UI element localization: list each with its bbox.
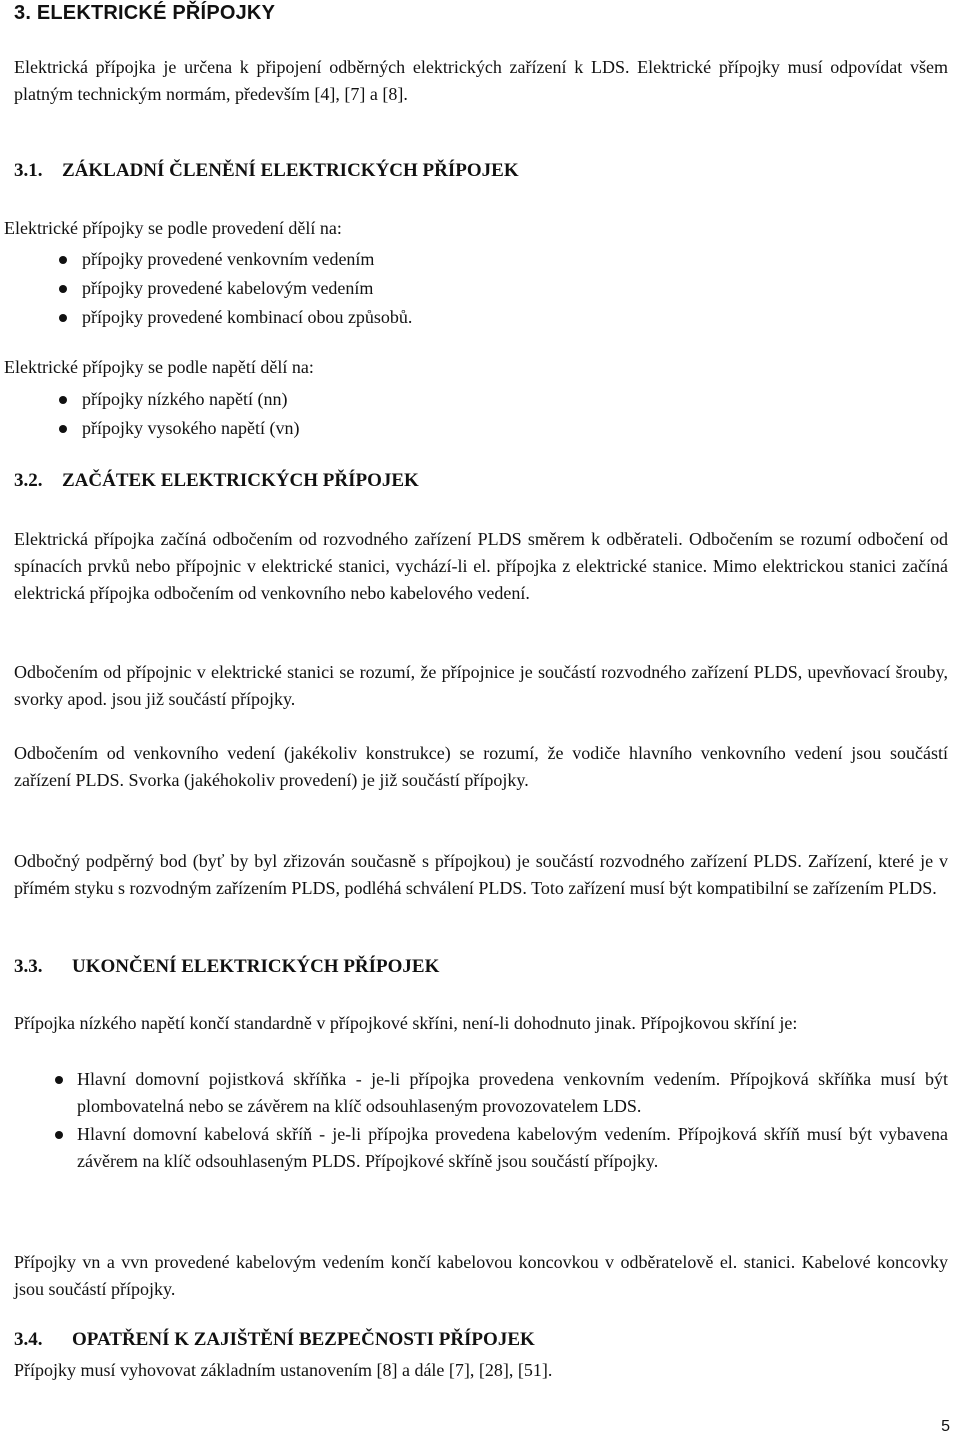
page-number: 5: [941, 1418, 950, 1435]
bullet-icon: [59, 396, 67, 404]
section-3-1-lead-2: Elektrické přípojky se podle napětí dělí na:: [4, 357, 314, 377]
bullet-icon: [59, 256, 67, 264]
section-3-intro: Elektrická přípojka je určena k připojení odběrných elektrických zařízení k LDS. Elektrické přípojky musí odpovídat všem platným technickým normám, především [4], [7] a [8].: [14, 57, 948, 104]
list-item: přípojky vysokého napětí (vn): [4, 414, 904, 443]
list-item: Hlavní domovní pojistková skříňka - je-li přípojka provedena venkovním vedením. Přípojková skříňka musí být plombovatelná nebo se závěrem na klíč odsouhlaseným provozovatelem LDS.: [0, 1066, 948, 1120]
section-3-1-list-2: [4, 385, 904, 443]
section-3-4-title: OPATŘENÍ K ZAJIŠTĚNÍ BEZPEČNOSTI PŘÍPOJEK: [72, 1329, 535, 1350]
list-item: přípojky provedené kombinací obou způsobů.: [4, 303, 904, 332]
section-3-2-paragraph-1: Elektrická přípojka začíná odbočením od rozvodného zařízení PLDS směrem k odběrateli. Odbočením se rozumí odbočení od spínacích prvků nebo přípojnic v elektrické stanici, vychází-li el. přípojka z elektrické stanice. Mimo elektrickou stanici začíná elektrická přípojka odbočením od venkovního nebo kabelového vedení.: [14, 529, 948, 603]
section-3-1-lead-1: Elektrické přípojky se podle provedení dělí na:: [4, 218, 342, 238]
section-3-4-heading: [14, 1329, 948, 1351]
section-3-1-list-1: [4, 245, 904, 332]
section-3-2-title: ZAČÁTEK ELEKTRICKÝCH PŘÍPOJEK: [62, 470, 419, 491]
section-3-3-heading: [14, 956, 948, 978]
section-3-3-paragraph-2: Přípojky vn a vvn provedené kabelovým vedením končí kabelovou koncovkou v odběratelově el. stanici. Kabelové koncovky jsou součástí přípojky.: [14, 1252, 948, 1299]
section-3-1-heading: [14, 160, 948, 182]
section-3-2-paragraph-2: Odbočením od přípojnic v elektrické stanici se rozumí, že přípojnice je součástí rozvodného zařízení PLDS, upevňovací šrouby, svorky apod. jsou již součástí přípojky.: [14, 662, 948, 709]
section-3-heading: 3. ELEKTRICKÉ PŘÍPOJKY: [14, 2, 276, 24]
section-3-1-number: 3.1.: [14, 160, 43, 181]
section-3-3-number: 3.3.: [14, 956, 43, 977]
bullet-icon: [59, 425, 67, 433]
section-3-2-heading: [14, 470, 948, 492]
section-3-1-title: ZÁKLADNÍ ČLENĚNÍ ELEKTRICKÝCH PŘÍPOJEK: [62, 160, 519, 181]
section-3-3-list: [14, 1066, 948, 1175]
section-3-4-number: 3.4.: [14, 1329, 43, 1350]
bullet-icon: [59, 285, 67, 293]
section-3-2-paragraph-4: Odbočný podpěrný bod (byť by byl zřizován současně s přípojkou) je součástí rozvodného zařízení PLDS. Zařízení, které je v přímém styku s rozvodným zařízením PLDS, podléhá schválení PLDS. Toto zařízení musí být kompatibilní se zařízením PLDS.: [14, 851, 948, 898]
section-3-2-number: 3.2.: [14, 470, 43, 491]
list-item: přípojky nízkého napětí (nn): [4, 385, 904, 414]
bullet-icon: [55, 1131, 63, 1139]
bullet-icon: [59, 314, 67, 322]
list-item: přípojky provedené venkovním vedením: [4, 245, 904, 274]
bullet-icon: [55, 1076, 63, 1084]
section-3-4-paragraph-1: Přípojky musí vyhovovat základním ustanovením [8] a dále [7], [28], [51].: [14, 1360, 553, 1380]
section-3-3-paragraph-1: Přípojka nízkého napětí končí standardně v přípojkové skříni, není-li dohodnuto jinak. Přípojkovou skříní je:: [14, 1013, 798, 1033]
section-3-2-paragraph-3: Odbočením od venkovního vedení (jakékoliv konstrukce) se rozumí, že vodiče hlavního venkovního vedení jsou součástí zařízení PLDS. Svorka (jakéhokoliv provedení) je již součástí přípojky.: [14, 743, 948, 790]
list-item: přípojky provedené kabelovým vedením: [4, 274, 904, 303]
list-item: Hlavní domovní kabelová skříň - je-li přípojka provedena kabelovým vedením. Přípojková skříň musí být vybavena závěrem na klíč odsouhlaseným PLDS. Přípojkové skříně jsou součástí přípojky.: [0, 1121, 948, 1175]
section-3-3-title: UKONČENÍ ELEKTRICKÝCH PŘÍPOJEK: [72, 956, 440, 977]
